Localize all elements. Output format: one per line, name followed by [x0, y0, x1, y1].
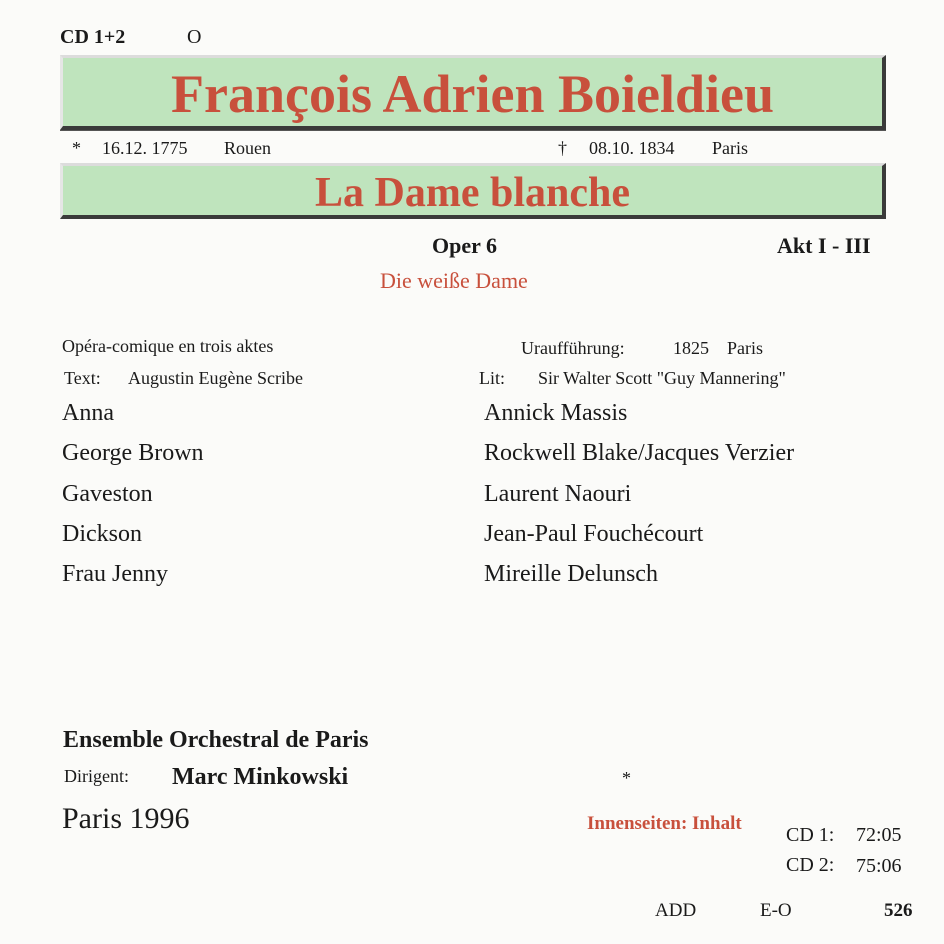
birth-place: Rouen	[224, 138, 271, 158]
acts: Akt I - III	[777, 233, 871, 258]
lit-label: Lit:	[479, 368, 505, 388]
cd2-time: 75:06	[856, 855, 902, 877]
composer-name: François Adrien Boieldieu	[170, 64, 775, 124]
work-title: La Dame blanche	[315, 170, 630, 216]
cd2-label: CD 2:	[786, 854, 835, 876]
cast-role: Frau Jenny	[62, 561, 168, 587]
cd1-time: 72:05	[856, 824, 902, 846]
conductor-label: Dirigent:	[64, 766, 129, 786]
premiere-year: 1825	[673, 338, 709, 358]
cast-singer: Mireille Delunsch	[484, 561, 658, 587]
cast-singer: Rockwell Blake/Jacques Verzier	[484, 440, 795, 466]
recording-type: ADD	[655, 900, 697, 921]
subtitle: Opéra-comique en trois aktes	[62, 336, 274, 356]
cast-singer: Annick Massis	[484, 400, 628, 426]
death-symbol: †	[558, 138, 567, 158]
death-place: Paris	[712, 138, 748, 158]
text-author: Augustin Eugène Scribe	[128, 368, 303, 388]
catalog-number: 526	[884, 900, 913, 921]
genre-number: Oper 6	[432, 233, 497, 258]
work-title-band	[60, 163, 886, 219]
place-year: Paris 1996	[62, 802, 190, 835]
conductor: Marc Minkowski	[172, 764, 349, 790]
premiere-place: Paris	[727, 338, 763, 358]
asterisk: *	[622, 768, 631, 788]
contents-note: Innenseiten: Inhalt	[587, 813, 742, 834]
lit-source: Sir Walter Scott "Guy Mannering"	[538, 368, 786, 388]
text-label: Text:	[64, 368, 101, 388]
cast-role: Anna	[62, 400, 114, 426]
death-date: 08.10. 1834	[589, 138, 675, 158]
cast-role: Dickson	[62, 521, 142, 547]
german-title: Die weiße Dame	[380, 268, 528, 293]
premiere-label: Uraufführung:	[521, 338, 625, 358]
cast-role: George Brown	[62, 440, 204, 466]
birth-date: 16.12. 1775	[102, 138, 188, 158]
marker: O	[187, 26, 202, 48]
ensemble: Ensemble Orchestral de Paris	[63, 727, 369, 753]
composer-band	[60, 55, 886, 130]
cast-role: Gaveston	[62, 481, 153, 507]
cast-singer: Laurent Naouri	[484, 481, 632, 507]
birth-symbol: *	[72, 138, 81, 158]
cd-label: CD 1+2	[60, 26, 126, 48]
cd1-label: CD 1:	[786, 824, 835, 846]
cast-singer: Jean-Paul Fouchécourt	[484, 521, 704, 547]
divider-top	[60, 130, 886, 131]
code: E-O	[760, 900, 792, 921]
